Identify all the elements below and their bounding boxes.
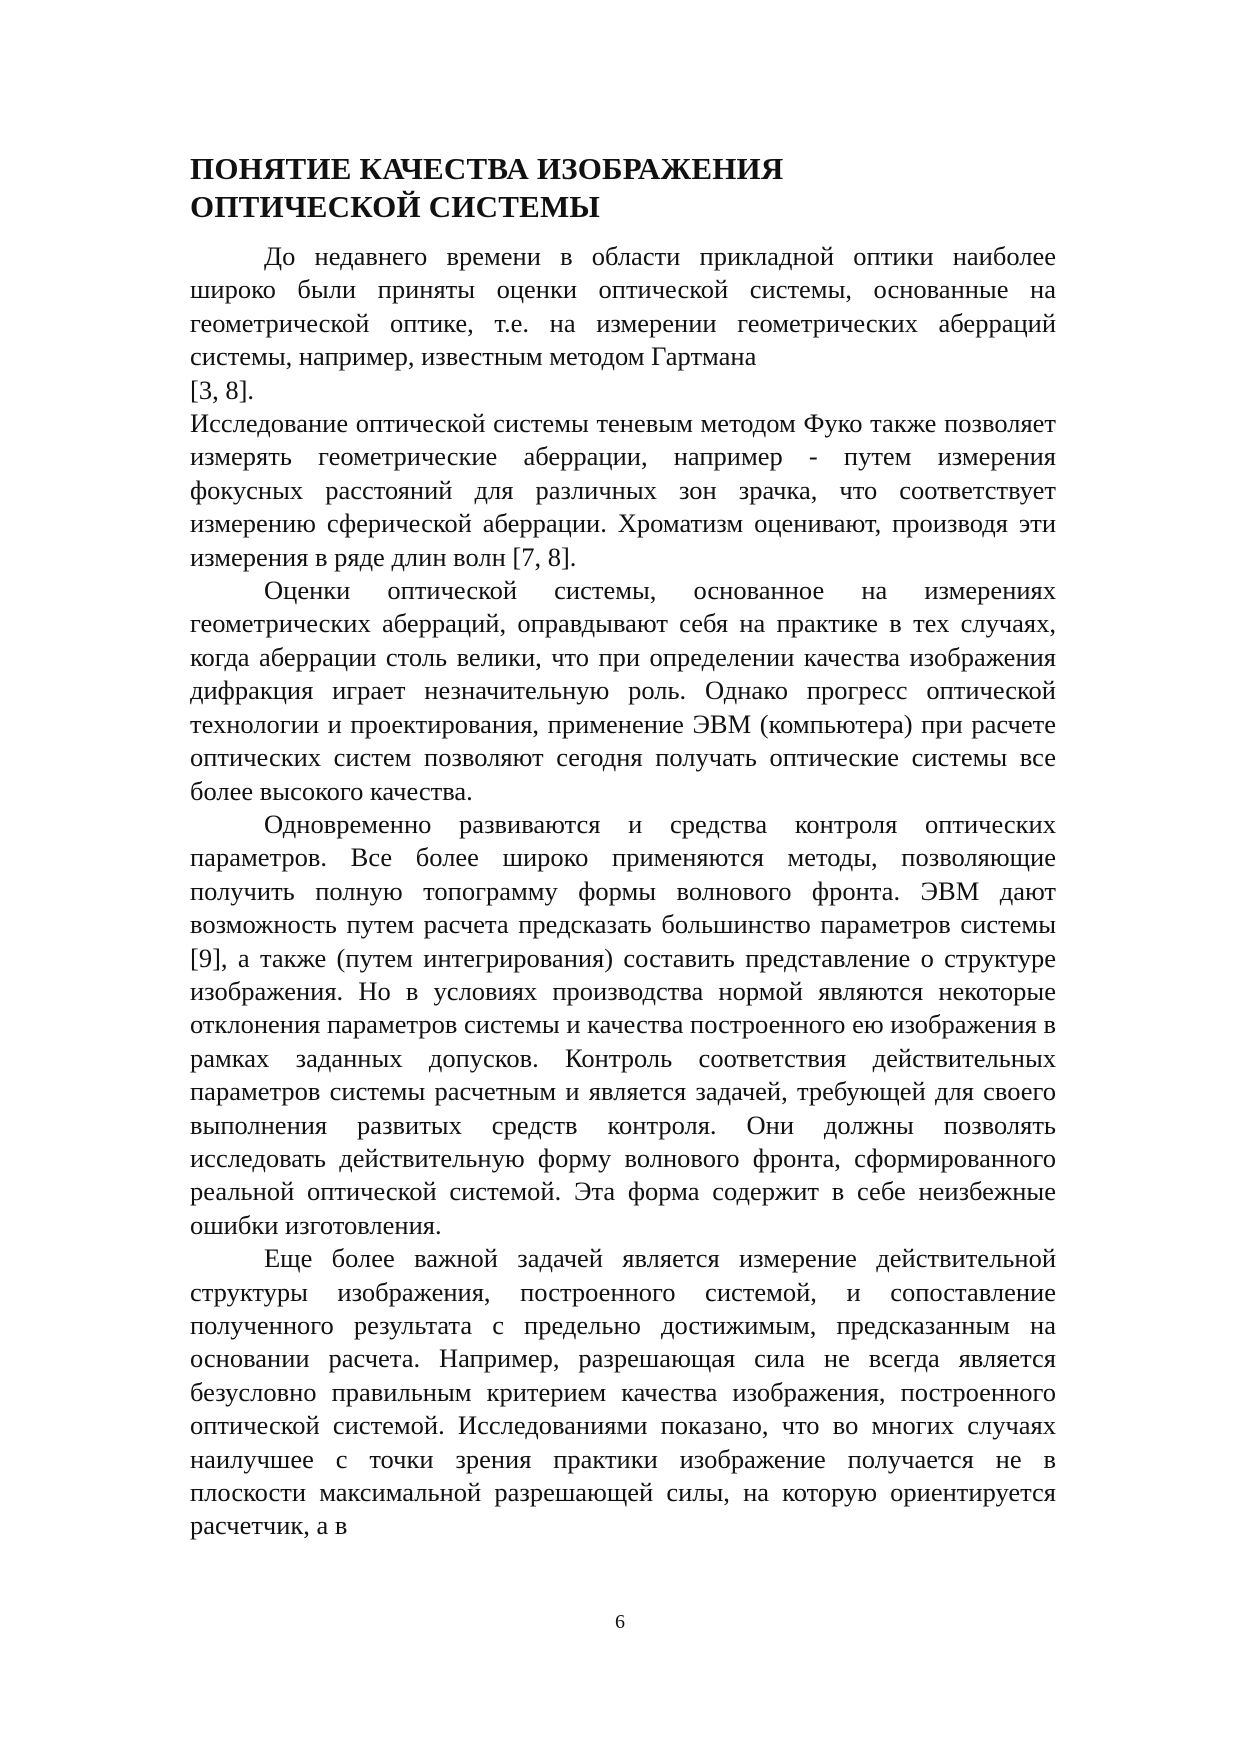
- section-heading: [190, 150, 1060, 226]
- paragraph-1: До недавнего времени в области прикладной оптики наиболее широко были приняты оценки оптической системы, основанные на геометрической оптике, т.е. на измерении геометрических аберраций системы, например, известным методом Гартмана: [190, 241, 1056, 372]
- page-number: 6: [615, 1611, 625, 1633]
- body-text: [190, 240, 1056, 1543]
- paragraph-5: Еще более важной задачей является измерение действительной структуры изображения, построенного системой, и сопоставление полученного результата с предельно достижимым, предсказанным на основании расчета. Например, разрешающая сила не всегда является безусловно правильным критерием качества изображения, построенного оптической системой. Исследованиями показано, что во многих случаях наилучшее с точки зрения практики изображение получается не в плоскости максимальной разрешающей силы, на которую ориентируется расчетчик, а в: [190, 1243, 1056, 1541]
- paragraph-3: Оценки оптической системы, основанное на измерениях геометрических аберраций, оправдывают себя на практике в тех случаях, когда аберрации столь велики, что при определении качества изображения дифракция играет незначительную роль. Однако прогресс оптической технологии и проектирования, применение ЭВМ (компьютера) при расчете оптических систем позволяют сегодня получать оптические системы все более высокого качества.: [190, 575, 1056, 806]
- paragraph-1-reference: [3, 8].: [190, 374, 255, 405]
- paragraph-2: Исследование оптической системы теневым методом Фуко также позволяет измерять геометрические аберрации, например - путем измерения фокусных расстояний для различных зон зрачка, что соответствует измерению сферической аберрации. Хроматизм оценивают, производя эти измерения в ряде длин волн [7, 8].: [190, 408, 1056, 572]
- section-heading-line-1: ПОНЯТИЕ КАЧЕСТВА ИЗОБРАЖЕНИЯ: [190, 151, 784, 186]
- section-heading-line-2: ОПТИЧЕСКОЙ СИСТЕМЫ: [190, 189, 601, 224]
- paragraph-4: Одновременно развиваются и средства контроля оптических параметров. Все более широко применяются методы, позволяющие получить полную топограмму формы волнового фронта. ЭВМ дают возможность путем расчета предсказать большинство параметров системы [9], а также (путем интегрирования) составить представление о структуре изображения. Но в условиях производства нормой являются некоторые отклонения параметров системы и качества построенного ею изображения в рамках заданных допусков. Контроль соответствия действительных параметров системы расчетным и является задачей, требующей для своего выполнения развитых средств контроля. Они должны позволять исследовать действительную форму волнового фронта, сформированного реальной оптической системой. Эта форма содержит в себе неизбежные ошибки изготовления.: [190, 808, 1056, 1240]
